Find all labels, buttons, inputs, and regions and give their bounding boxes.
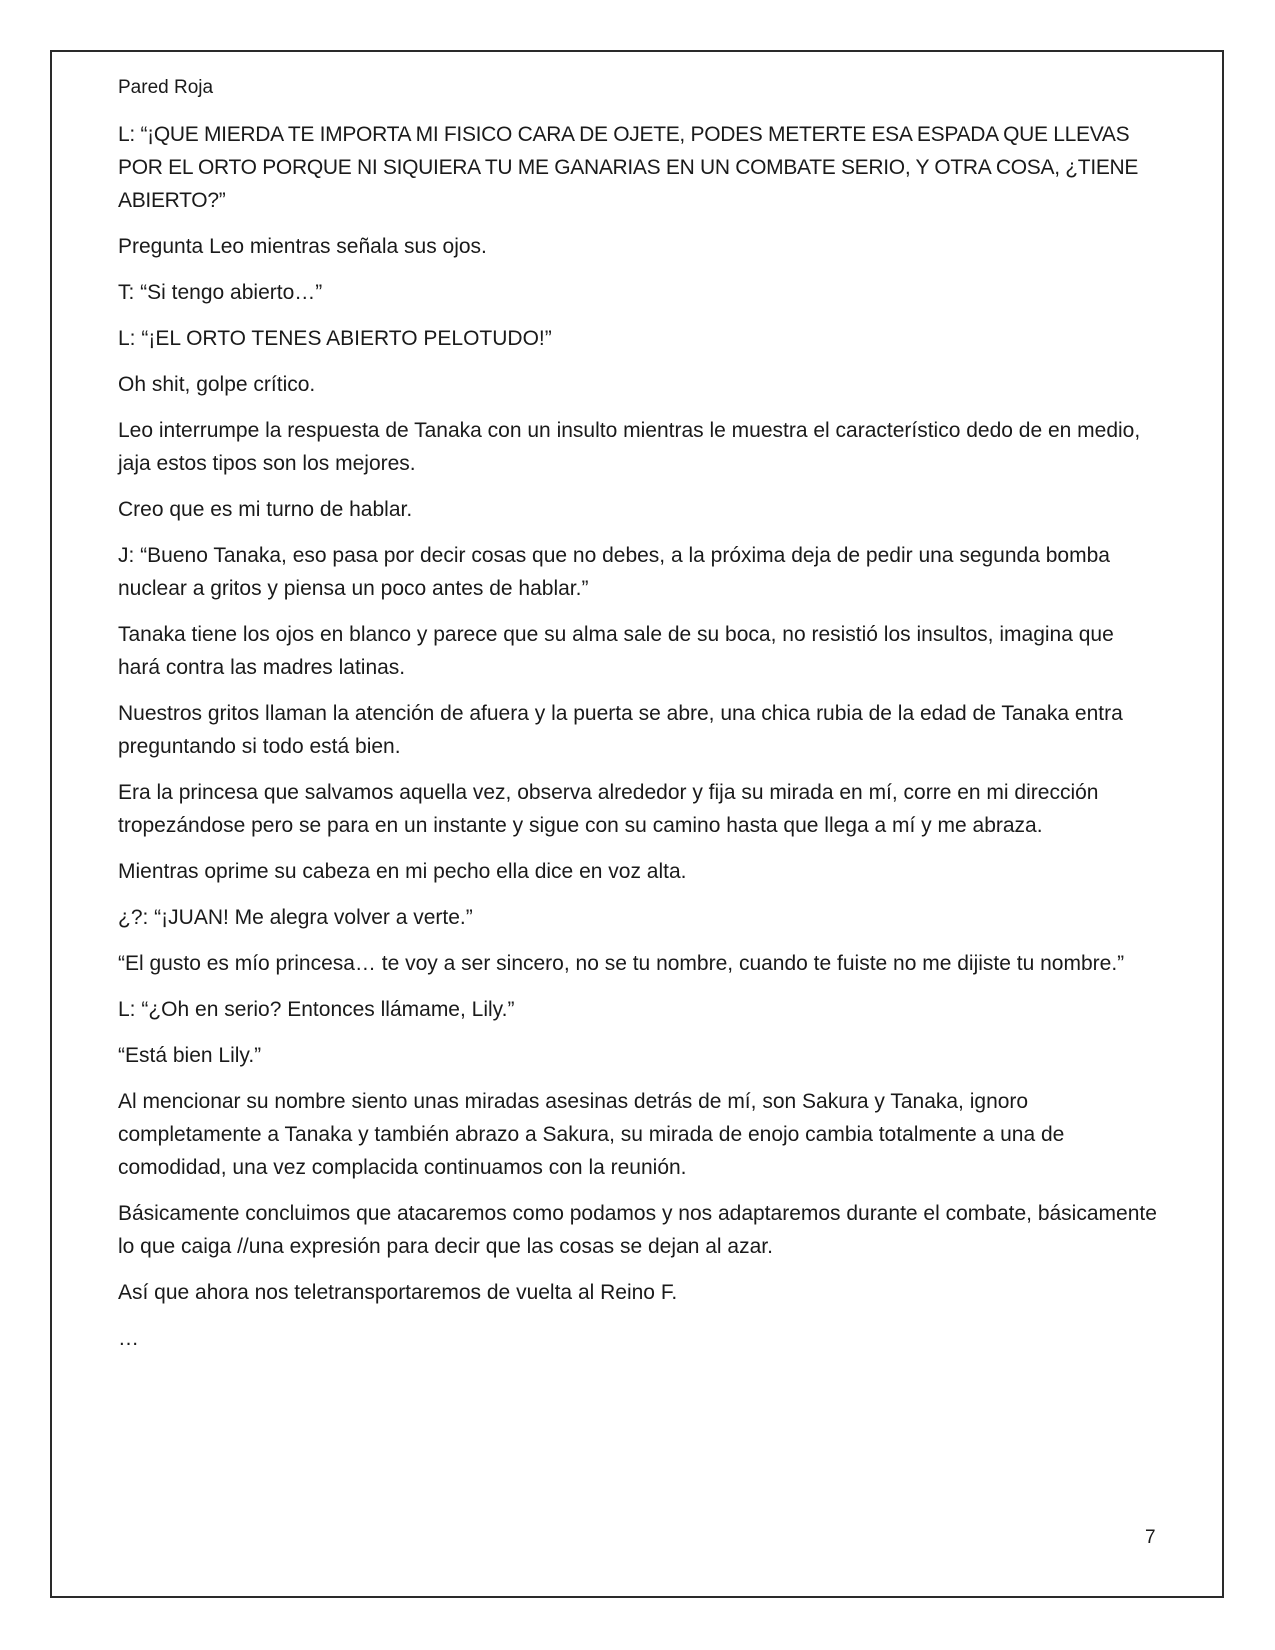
paragraph: T: “Si tengo abierto…” bbox=[118, 281, 323, 304]
paragraph: Básicamente concluimos que atacaremos como podamos y nos adaptaremos durante el combate, básicamente lo que caiga //una expresión para decir que las cosas se dejan al azar. bbox=[118, 1202, 1157, 1258]
paragraph: Era la princesa que salvamos aquella vez, observa alrededor y fija su mirada en mí, corre en mi dirección tropezándose pero se para en un instante y sigue con su camino hasta que llega a mí y me abraza. bbox=[118, 781, 1099, 837]
paragraph: Tanaka tiene los ojos en blanco y parece que su alma sale de su boca, no resistió los insultos, imagina que hará contra las madres latinas. bbox=[118, 623, 1114, 679]
paragraph: L: “¡EL ORTO TENES ABIERTO PELOTUDO!” bbox=[118, 327, 552, 350]
paragraph: Leo interrumpe la respuesta de Tanaka con un insulto mientras le muestra el característico dedo de en medio, jaja estos tipos son los mejores. bbox=[118, 419, 1141, 475]
document-body bbox=[118, 118, 1158, 1368]
paragraph: L: “¡QUE MIERDA TE IMPORTA MI FISICO CARA DE OJETE, PODES METERTE ESA ESPADA QUE LLEVAS POR EL ORTO PORQUE NI SIQUIERA TU ME GANARIAS EN UN COMBATE SERIO, Y OTRA COSA, ¿TIENE ABIERTO?” bbox=[118, 123, 1139, 212]
paragraph: “Está bien Lily.” bbox=[118, 1044, 262, 1067]
paragraph: Creo que es mi turno de hablar. bbox=[118, 498, 413, 521]
paragraph: L: “¿Oh en serio? Entonces llámame, Lily.” bbox=[118, 998, 515, 1021]
paragraph: … bbox=[118, 1327, 139, 1350]
paragraph: ¿?: “¡JUAN! Me alegra volver a verte.” bbox=[118, 906, 473, 929]
paragraph: J: “Bueno Tanaka, eso pasa por decir cosas que no debes, a la próxima deja de pedir una segunda bomba nuclear a gritos y piensa un poco antes de hablar.” bbox=[118, 544, 1110, 600]
paragraph: Oh shit, golpe crítico. bbox=[118, 373, 316, 396]
paragraph: Mientras oprime su cabeza en mi pecho ella dice en voz alta. bbox=[118, 860, 687, 883]
paragraph: Así que ahora nos teletransportaremos de vuelta al Reino F. bbox=[118, 1281, 678, 1304]
page-number: 7 bbox=[1145, 1527, 1156, 1548]
paragraph: “El gusto es mío princesa… te voy a ser sincero, no se tu nombre, cuando te fuiste no me dijiste tu nombre.” bbox=[118, 952, 1125, 975]
paragraph: Al mencionar su nombre siento unas miradas asesinas detrás de mí, son Sakura y Tanaka, ignoro completamente a Tanaka y también abrazo a Sakura, su mirada de enojo cambia totalmente a una de comodidad, una vez complacida continuamos con la reunión. bbox=[118, 1090, 1065, 1179]
paragraph: Pregunta Leo mientras señala sus ojos. bbox=[118, 235, 487, 258]
page-header: Pared Roja bbox=[118, 77, 214, 98]
paragraph: Nuestros gritos llaman la atención de afuera y la puerta se abre, una chica rubia de la edad de Tanaka entra preguntando si todo está bien. bbox=[118, 702, 1123, 758]
